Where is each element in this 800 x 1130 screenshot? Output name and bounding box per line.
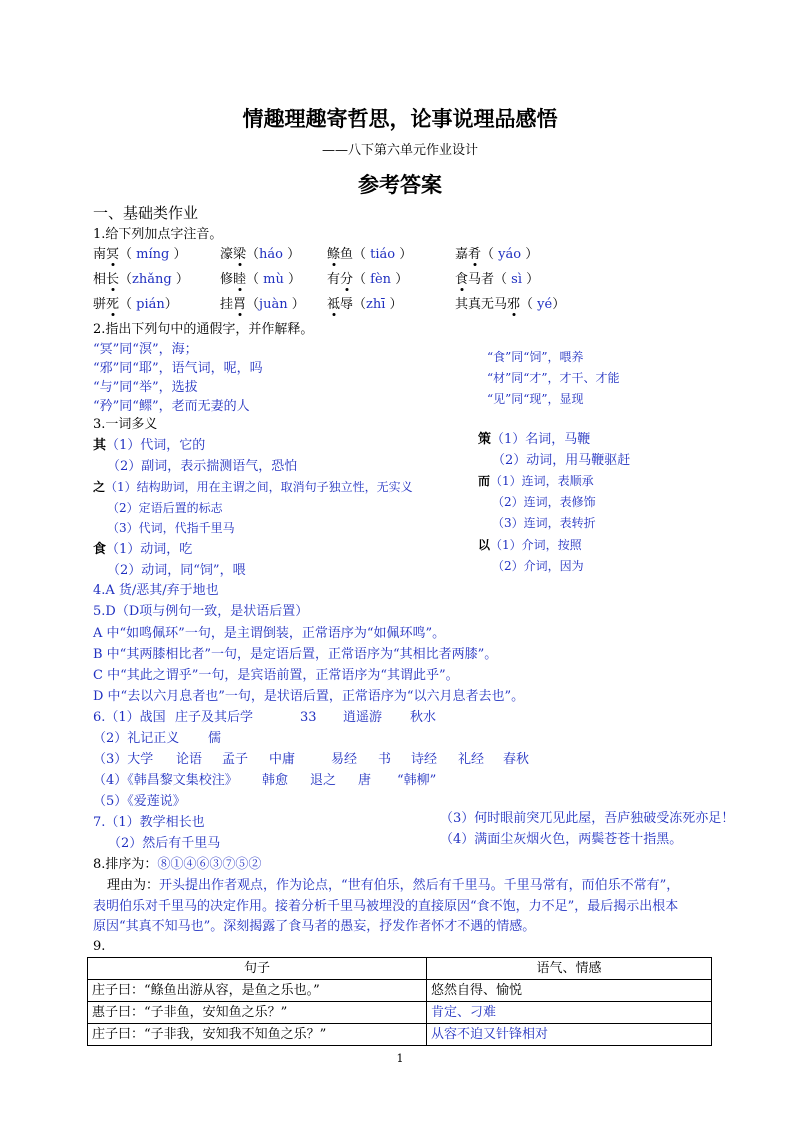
pinyin-paren: 鱼（ — [340, 247, 367, 262]
q1-label: 1.给下列加点字注音。 — [93, 227, 223, 242]
q6-answer-part: 易经 — [331, 752, 358, 767]
q8-reason-label: 理由为： — [107, 878, 160, 893]
q6-answer-part: 逍遥游 — [343, 710, 383, 725]
q4-answer: 4.A 货/恶其/弃于地也 — [93, 583, 219, 598]
q8-reason: 开头提出作者观点，作为论点，“世有伯乐，然后有千里马。千里马常有，而伯乐不常有”， — [159, 878, 680, 893]
q7-answer: （2）然后有千里马 — [108, 836, 221, 851]
pinyin-paren: ） — [171, 272, 189, 287]
pinyin-prefix: 有 — [327, 272, 341, 287]
q6-answer-part: 春秋 — [503, 752, 530, 767]
pinyin-item — [220, 271, 301, 289]
table-row — [88, 980, 712, 1002]
pinyin-item — [327, 296, 403, 314]
answer-heading: 参考答案 — [358, 172, 442, 197]
dotted-char: 梁 — [233, 247, 247, 262]
page-subtitle: ——八下第六单元作业设计 — [321, 143, 478, 158]
q6-answer-part: 儒 — [208, 731, 222, 746]
pinyin-paren: （ — [246, 247, 260, 262]
pinyin-item — [93, 296, 178, 314]
polysemy-meaning: （1）连词，表顺承 — [490, 474, 594, 488]
q2-label: 2.指出下列句中的通假字，并作解释。 — [93, 322, 314, 337]
pinyin-paren: ） — [288, 272, 302, 287]
polysemy-word: 策 — [478, 432, 492, 447]
q5-line: D 中“去以六月息者也”一句，是状语后置，正常语序为“以六月息者去也”。 — [93, 689, 525, 704]
polysemy-word: 食 — [93, 542, 107, 557]
q6-answer-part: 中庸 — [269, 752, 296, 767]
q6-answer-part: 33 — [300, 710, 317, 725]
page-number: 1 — [396, 1052, 404, 1065]
pinyin-item — [327, 246, 412, 264]
pinyin-paren: ） — [399, 247, 413, 262]
q3-label: 3.一词多义 — [93, 417, 158, 432]
q8-label: 8.排序为： — [93, 857, 158, 872]
polysemy-word: 之 — [93, 480, 106, 494]
polysemy-item — [93, 478, 413, 496]
pinyin-answer: tiáo — [366, 247, 400, 262]
q6-answer-part: 诗经 — [411, 752, 438, 767]
pinyin-item — [220, 296, 305, 314]
q6-answer-part: 秋水 — [410, 710, 437, 725]
table-row — [88, 1002, 712, 1024]
polysemy-meaning: （2）副词，表示揣测语气，恐怕 — [107, 459, 298, 474]
pinyin-paren: （ — [520, 297, 534, 312]
table-cell: 肯定、刁难 — [427, 1002, 712, 1024]
table-cell: 庄子曰：“子非我，安知我不知鱼之乐？” — [88, 1024, 427, 1046]
q6-answer-part: （3）大学 — [93, 752, 154, 767]
polysemy-item — [492, 514, 596, 532]
dotted-char: 冥 — [106, 247, 120, 262]
pinyin-answer: míng — [132, 247, 174, 262]
dotted-char: 死 — [106, 297, 120, 312]
pinyin-answer: fèn — [366, 272, 396, 287]
q2-answer: “食”同“饲”，喂养 — [487, 350, 584, 364]
pinyin-prefix: 嘉 — [455, 247, 469, 262]
polysemy-word: 其 — [93, 438, 107, 453]
pinyin-paren: （ — [246, 272, 260, 287]
q6-answer-part: （2）礼记正义 — [93, 731, 180, 746]
polysemy-meaning: （1）结构助词，用在主谓之间，取消句子独立性，无实义 — [105, 480, 413, 494]
polysemy-word: 而 — [478, 474, 491, 488]
pinyin-paren: ） — [173, 247, 187, 262]
table-cell: 从容不迫又针锋相对 — [427, 1024, 712, 1046]
pinyin-item — [220, 246, 300, 264]
polysemy-word: 以 — [478, 538, 491, 552]
pinyin-answer: sì — [507, 272, 527, 287]
pinyin-paren: （ — [119, 272, 133, 287]
polysemy-item — [478, 431, 590, 449]
pinyin-paren: ） — [385, 297, 403, 312]
pinyin-paren: （ — [353, 272, 367, 287]
polysemy-item — [107, 562, 246, 580]
q6-answer-part: 韩愈 — [262, 773, 289, 788]
pinyin-paren: 马者（ — [468, 272, 508, 287]
pinyin-prefix: 骈 — [93, 297, 107, 312]
pinyin-answer: zhǎng — [132, 272, 172, 287]
q6-answer-part: 书 — [378, 752, 392, 767]
polysemy-item — [93, 541, 192, 559]
pinyin-prefix: 濠 — [220, 247, 234, 262]
q5-line: B 中“其两膝相比者”一句，是定语后置，正常语序为“其相比者两膝”。 — [93, 647, 498, 662]
pinyin-paren: 辱（ — [340, 297, 367, 312]
q6-answer-part: 6.（1）战国 — [93, 710, 166, 725]
polysemy-item — [492, 557, 584, 575]
polysemy-meaning: （2）动词，用马鞭驱赶 — [492, 453, 631, 468]
polysemy-item — [107, 458, 297, 476]
pinyin-item — [327, 271, 408, 289]
table-cell: 惠子曰：“子非鱼，安知鱼之乐？” — [88, 1002, 427, 1024]
q5-line: C 中“其此之谓乎”一句，是宾语前置，正常语序为“其谓此乎”。 — [93, 668, 459, 683]
polysemy-meaning: （1）动词，吃 — [106, 542, 193, 557]
polysemy-meaning: （1）名词，马鞭 — [491, 432, 591, 447]
q6-answer-part: 孟子 — [222, 752, 249, 767]
q2-answer: “与”同“举”，选拔 — [93, 380, 198, 395]
pinyin-item — [93, 271, 189, 289]
dotted-char: 食 — [455, 272, 469, 287]
section-heading: 一、基础类作业 — [93, 204, 199, 222]
pinyin-paren: ） — [287, 297, 305, 312]
pinyin-paren: （ — [119, 247, 133, 262]
pinyin-paren: （ — [246, 297, 260, 312]
pinyin-prefix: 南 — [93, 247, 107, 262]
pinyin-answer: zhī — [366, 297, 386, 312]
q6-answer-part: 庄子及其后学 — [175, 710, 254, 725]
pinyin-prefix: 其真无马 — [455, 297, 508, 312]
dotted-char: 邪 — [507, 297, 521, 312]
q6-answer-part: 唐 — [358, 773, 372, 788]
table-cell: 庄子曰：“鲦鱼出游从容，是鱼之乐也。” — [88, 980, 427, 1002]
polysemy-meaning: （2）动词，同“饲”，喂 — [107, 563, 246, 578]
q7-answer: （4）满面尘灰烟火色，两鬓苍苍十指黑。 — [440, 832, 683, 847]
q8-line — [93, 856, 261, 874]
polysemy-item — [107, 499, 223, 517]
q6-answer-part: 礼经 — [458, 752, 485, 767]
pinyin-paren: （ — [119, 297, 133, 312]
q2-answer: “矜”同“鳏”，老而无妻的人 — [93, 399, 250, 414]
q8-reason: 表明伯乐对千里马的决定作用。接着分析千里马被埋没的直接原因“食不饱，力不足”，最后揭示出根本 — [93, 899, 679, 914]
pinyin-item — [93, 246, 187, 264]
dotted-char: 肴 — [468, 247, 482, 262]
dotted-char: 祗 — [327, 297, 341, 312]
polysemy-meaning: （3）连词，表转折 — [492, 516, 596, 530]
dotted-char: 鲦 — [327, 247, 341, 262]
pinyin-prefix: 挂 — [220, 297, 234, 312]
pinyin-item — [455, 246, 538, 264]
dotted-char: 罥 — [233, 297, 247, 312]
polysemy-item — [492, 493, 596, 511]
q5-label: 5.D（D项与例句一致，是状语后置） — [93, 604, 309, 619]
q6-answer-part: “韩柳” — [397, 773, 437, 788]
pinyin-prefix: 相 — [93, 272, 107, 287]
table-header: 句子 — [88, 958, 427, 980]
q6-answer-part: （5）《爱莲说》 — [93, 794, 186, 809]
dotted-char: 长 — [106, 272, 120, 287]
table-header-row — [88, 958, 712, 980]
pinyin-paren: ） — [395, 272, 409, 287]
pinyin-item — [455, 296, 565, 314]
q9-label: 9. — [93, 939, 106, 954]
q7-answer: 7.（1）教学相长也 — [93, 815, 205, 830]
q7-answer: （3）何时眼前突兀见此屋，吾庐独破受冻死亦足！ — [440, 811, 735, 826]
q2-answer: “材”同“才”，才干、才能 — [487, 371, 620, 385]
polysemy-item — [492, 452, 630, 470]
pinyin-prefix: 修 — [220, 272, 234, 287]
page-title: 情趣理趣寄哲思，论事说理品感悟 — [242, 106, 558, 131]
pinyin-answer: mù — [259, 272, 289, 287]
dotted-char: 睦 — [233, 272, 247, 287]
table-row — [88, 1024, 712, 1046]
q8-reason: 原因“其真不知马也”。深刻揭露了食马者的愚妄，抒发作者怀才不遇的情感。 — [93, 919, 536, 934]
pinyin-paren: ） — [283, 247, 301, 262]
pinyin-answer: juàn — [259, 297, 288, 312]
q6-answer-part: 论语 — [176, 752, 203, 767]
q8-order: ⑧①④⑥③⑦⑤② — [157, 857, 262, 872]
polysemy-meaning: （2）介词，因为 — [492, 559, 584, 573]
q8-reason-line — [107, 877, 679, 895]
polysemy-meaning: （2）定语后置的标志 — [107, 501, 223, 515]
polysemy-meaning: （2）连词，表修饰 — [492, 495, 596, 509]
pinyin-paren: （ — [481, 247, 495, 262]
pinyin-paren: ） — [164, 297, 178, 312]
polysemy-item — [93, 437, 205, 455]
polysemy-meaning: （1）代词，它的 — [106, 438, 206, 453]
table-cell: 悠然自得、愉悦 — [427, 980, 712, 1002]
q6-answer-part: 退之 — [310, 773, 337, 788]
q2-answer: “见”同“现”，显现 — [487, 392, 584, 406]
pinyin-paren: ） — [526, 272, 540, 287]
polysemy-item — [478, 536, 582, 554]
q5-line: A 中“如鸣佩环”一句，是主谓倒装，正常语序为“如佩环鸣”。 — [93, 626, 446, 641]
polysemy-meaning: （3）代词，代指千里马 — [107, 521, 235, 535]
polysemy-meaning: （1）介词，按照 — [490, 538, 582, 552]
pinyin-paren: ） — [552, 297, 566, 312]
pinyin-answer: pián — [132, 297, 165, 312]
pinyin-answer: yé — [533, 297, 553, 312]
q2-answer: “冥”同“溟”，海； — [93, 342, 198, 357]
q9-table — [87, 957, 712, 1046]
polysemy-item — [107, 519, 235, 537]
pinyin-paren: ） — [525, 247, 539, 262]
dotted-char: 分 — [340, 272, 354, 287]
pinyin-answer: háo — [259, 247, 283, 262]
polysemy-item — [478, 472, 594, 490]
q2-answer: “邪”同“耶”，语气词，呢，吗 — [93, 361, 263, 376]
pinyin-item — [455, 271, 539, 289]
table-header: 语气、情感 — [427, 958, 712, 980]
pinyin-answer: yáo — [494, 247, 526, 262]
q6-answer-part: （4）《韩昌黎文集校注》 — [93, 773, 238, 788]
